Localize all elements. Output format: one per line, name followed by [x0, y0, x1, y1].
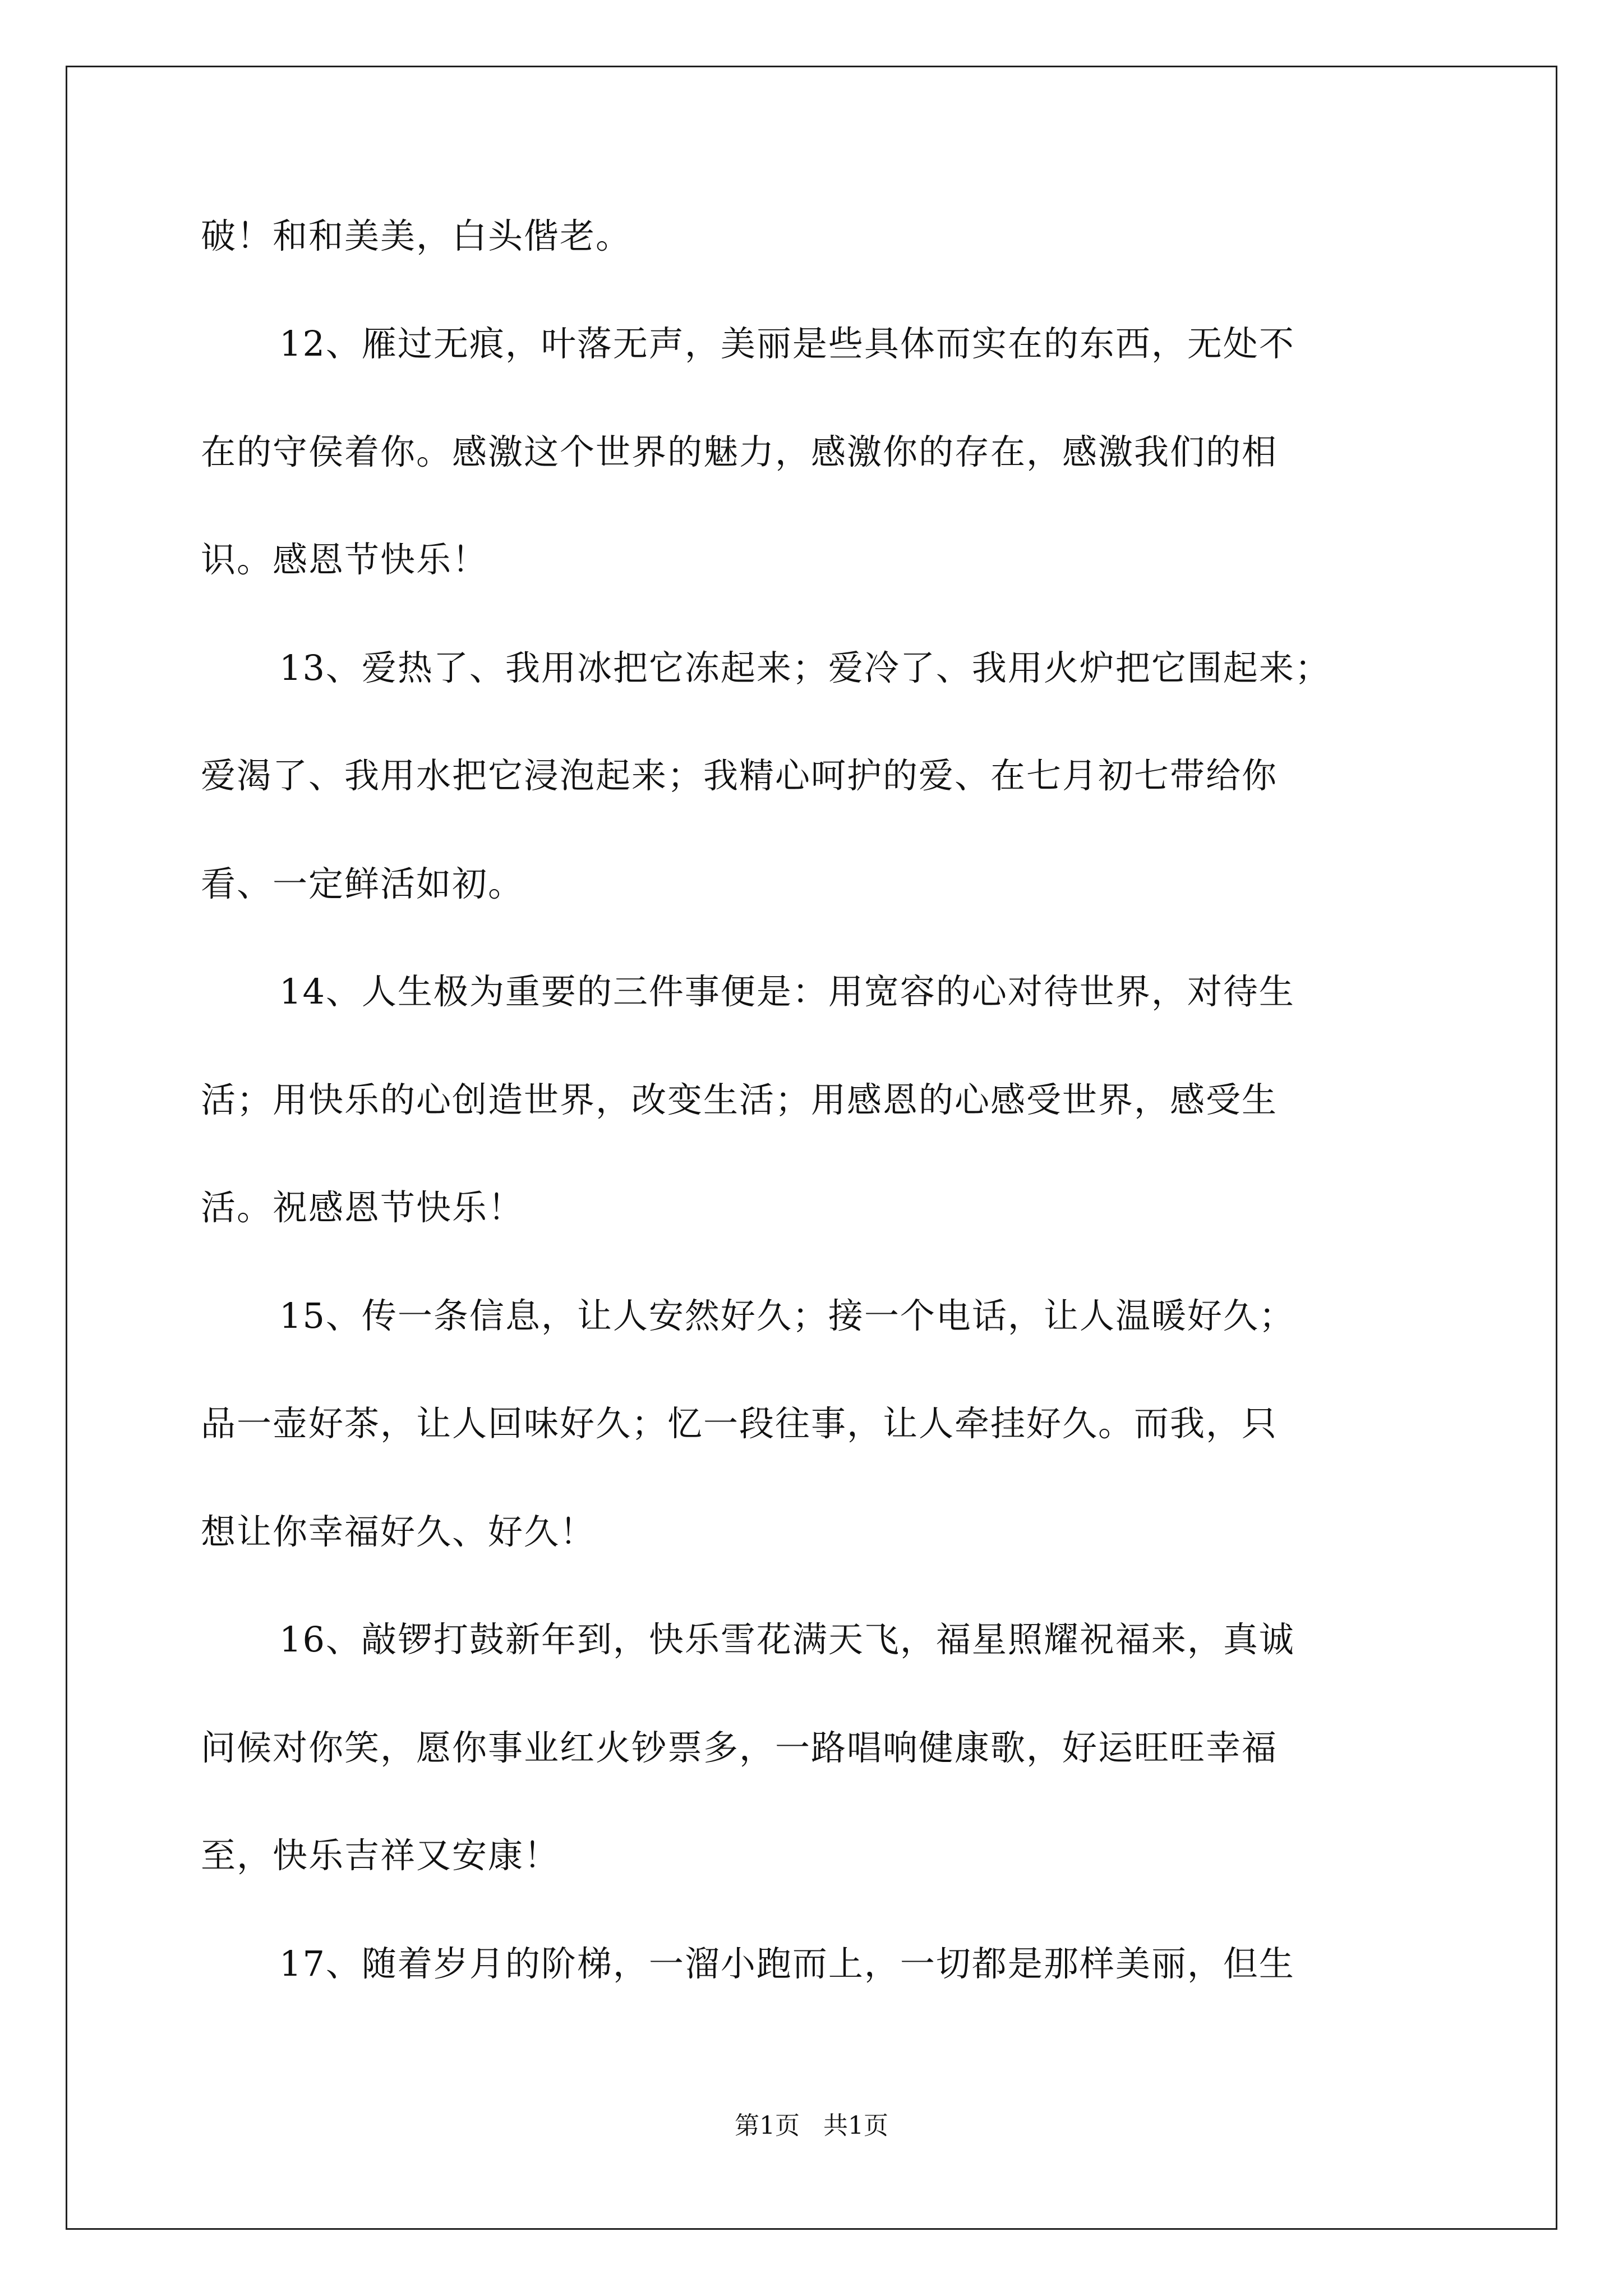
text-line: 活；用快乐的心创造世界，改变生活；用感恩的心感受世界，感受生	[201, 1079, 1278, 1120]
text-line: 在的守侯着你。感激这个世界的魅力，感激你的存在，感激我们的相	[201, 431, 1278, 472]
text-line: 破！和和美美，白头偕老。	[201, 215, 632, 256]
text-line: 14、人生极为重要的三件事便是：用宽容的心对待世界，对待生	[279, 971, 1295, 1012]
text-line: 至，快乐吉祥又安康！	[201, 1835, 560, 1876]
text-line: 想让你幸福好久、好久！	[201, 1511, 596, 1552]
page-border	[66, 66, 1557, 2230]
text-line: 12、雁过无痕，叶落无声，美丽是些具体而实在的东西，无处不	[279, 323, 1295, 364]
text-line: 13、爱热了、我用冰把它冻起来；爱冷了、我用火炉把它围起来；	[279, 647, 1331, 688]
text-line: 问候对你笑，愿你事业红火钞票多，一路唱响健康歌，好运旺旺幸福	[201, 1727, 1278, 1768]
page-footer: 第1页 共1页	[735, 2111, 888, 2140]
text-line: 识。感恩节快乐！	[201, 539, 488, 580]
text-line: 看、一定鲜活如初。	[201, 863, 524, 904]
text-line: 爱渴了、我用水把它浸泡起来；我精心呵护的爱、在七月初七带给你	[201, 755, 1278, 796]
text-line: 品一壶好茶，让人回味好久；忆一段往事，让人牵挂好久。而我，只	[201, 1403, 1278, 1444]
text-line: 15、传一条信息，让人安然好久；接一个电话，让人温暖好久；	[279, 1295, 1295, 1336]
text-line: 活。祝感恩节快乐！	[201, 1187, 524, 1228]
text-line: 17、随着岁月的阶梯，一溜小跑而上，一切都是那样美丽，但生	[279, 1943, 1295, 1984]
text-line: 16、敲锣打鼓新年到，快乐雪花满天飞，福星照耀祝福来，真诚	[279, 1619, 1295, 1660]
